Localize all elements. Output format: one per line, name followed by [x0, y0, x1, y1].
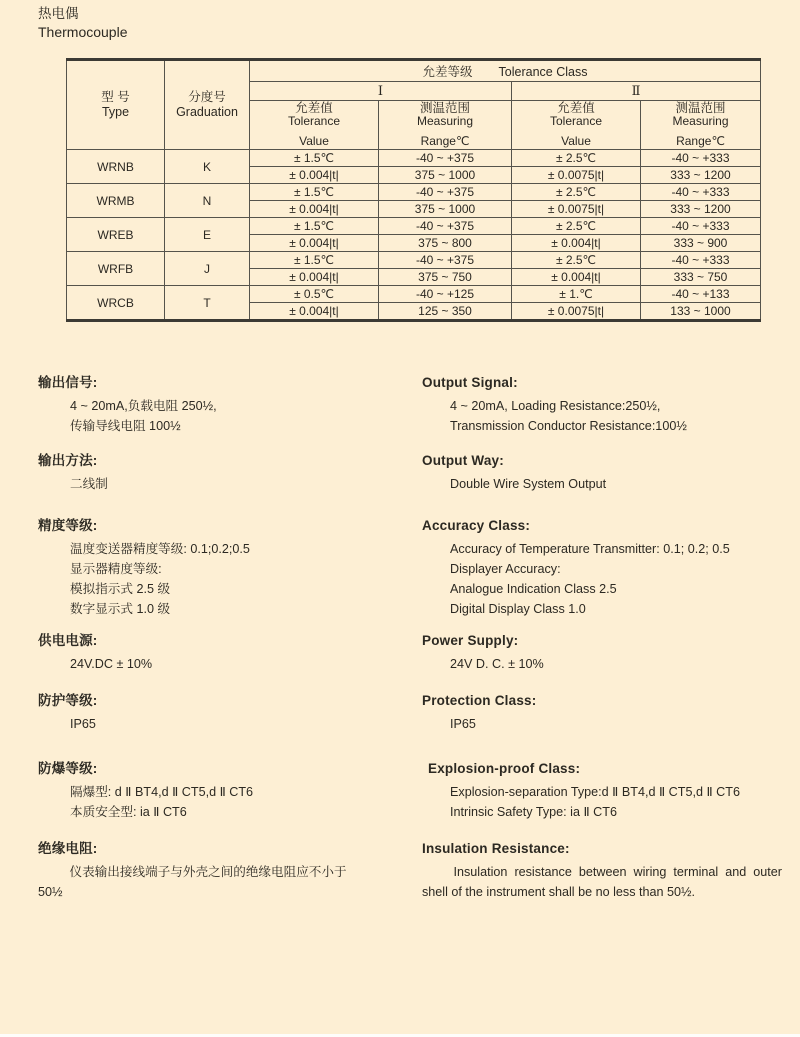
spec-line: 24V.DC ± 10%: [70, 657, 153, 671]
section-heading: 防护等级:: [38, 693, 98, 708]
spec-line: 本质安全型: ia Ⅱ CT6: [70, 805, 187, 819]
spec-line: 温度变送器精度等级: 0.1;0.2;0.5: [70, 542, 250, 556]
cell-value: -40 ~ +375: [379, 150, 512, 167]
spec-line: Transmission Conductor Resistance:100½: [450, 419, 687, 433]
cell-type: WREB: [67, 218, 165, 252]
tolerance-value-zh: 允差值: [557, 101, 595, 115]
cell-value: ± 1.5℃: [250, 150, 379, 167]
cell-value: 133 ~ 1000: [641, 303, 761, 321]
cell-value: -40 ~ +125: [379, 286, 512, 303]
tolerance-class-zh: 允差等级: [422, 65, 473, 79]
cell-value: ± 0.0075|t|: [512, 167, 641, 184]
table-row: [67, 252, 761, 269]
spec-line: 4 ~ 20mA, Loading Resistance:250½,: [450, 399, 661, 413]
cell-type: WRMB: [67, 184, 165, 218]
cell-value: ± 2.5℃: [512, 218, 641, 235]
section-heading: Accuracy Class:: [422, 518, 531, 533]
tolerance-class-en: Tolerance Class: [498, 65, 588, 79]
spec-line: 隔爆型: d Ⅱ BT4,d Ⅱ CT5,d Ⅱ CT6: [70, 785, 254, 799]
tolerance-value-en1: Tolerance: [287, 114, 341, 128]
section-explosion-proof-zh: [38, 760, 422, 822]
section-heading: 输出信号:: [38, 375, 98, 390]
spec-line: 显示器精度等级:: [70, 562, 162, 576]
spec-column-zh: [38, 322, 422, 902]
spec-paragraph: Insulation resistance between wiring terminal and outer shell of the instrument shall be no less than 50½.: [422, 865, 782, 899]
cell-type: WRCB: [67, 286, 165, 321]
cell-value: 333 ~ 750: [641, 269, 761, 286]
cell-value: -40 ~ +375: [379, 252, 512, 269]
cell-value: ± 1.5℃: [250, 218, 379, 235]
cell-type: WRNB: [67, 150, 165, 184]
cell-value: 375 ~ 1000: [379, 201, 512, 218]
header-cell-graduation: [165, 60, 250, 150]
section-heading: Power Supply:: [422, 633, 519, 648]
section-insulation-resistance-zh: [38, 840, 422, 902]
measuring-range-en1: Measuring: [672, 114, 729, 128]
measuring-range-en2: Range℃: [676, 134, 725, 148]
cell-value: 375 ~ 750: [379, 269, 512, 286]
page-title-block: [0, 0, 800, 41]
section-output-way-en: [422, 452, 794, 494]
cell-value: ± 2.5℃: [512, 252, 641, 269]
cell-graduation: T: [165, 286, 250, 321]
section-heading: Explosion-proof Class:: [428, 761, 581, 776]
header-graduation-zh: 分度号: [188, 90, 226, 104]
measuring-range-zh: 测温范围: [675, 101, 726, 115]
cell-value: ± 0.004|t|: [250, 269, 379, 286]
header-cell-class-1: Ⅰ: [250, 82, 512, 101]
cell-value: 333 ~ 1200: [641, 201, 761, 218]
cell-value: ± 2.5℃: [512, 184, 641, 201]
table-row: [67, 218, 761, 235]
page-title-zh: 热电偶: [38, 6, 79, 21]
measuring-range-en2: Range℃: [420, 134, 470, 148]
spec-line: IP65: [70, 717, 96, 731]
spec-line: 模拟指示式 2.5 级: [70, 582, 171, 596]
cell-value: ± 0.004|t|: [250, 201, 379, 218]
cell-value: ± 0.0075|t|: [512, 303, 641, 321]
cell-value: ± 0.5℃: [250, 286, 379, 303]
cell-graduation: J: [165, 252, 250, 286]
cell-value: -40 ~ +333: [641, 252, 761, 269]
section-heading: Protection Class:: [422, 693, 537, 708]
spec-line: Intrinsic Safety Type: ia Ⅱ CT6: [450, 805, 617, 819]
section-power-supply-en: [422, 632, 794, 674]
section-protection-class-zh: [38, 692, 422, 734]
section-explosion-proof-en: [422, 760, 794, 822]
spec-line: IP65: [450, 717, 476, 731]
measuring-range-zh: 测温范围: [419, 101, 470, 115]
spec-line: 仪表输出接线端子与外壳之间的绝缘电阻应不小于: [69, 865, 347, 879]
tolerance-value-en1: Tolerance: [549, 114, 603, 128]
measuring-range-en1: Measuring: [416, 114, 474, 128]
cell-graduation: N: [165, 184, 250, 218]
spec-columns: [0, 322, 800, 902]
spec-line: 50½: [38, 885, 63, 899]
spec-line: Digital Display Class 1.0: [450, 602, 586, 616]
cell-value: 375 ~ 1000: [379, 167, 512, 184]
header-cell-tolerance-value-2: [512, 101, 641, 150]
cell-value: ± 1.℃: [512, 286, 641, 303]
table-row: [67, 150, 761, 167]
cell-value: ± 0.004|t|: [250, 235, 379, 252]
cell-graduation: E: [165, 218, 250, 252]
spec-line: Accuracy of Temperature Transmitter: 0.1; 0.2; 0.5: [450, 542, 730, 556]
section-heading: 防爆等级:: [38, 761, 98, 776]
header-cell-type: [67, 60, 165, 150]
section-heading: 精度等级:: [38, 518, 98, 533]
section-insulation-resistance-en: [422, 840, 794, 902]
cell-graduation: K: [165, 150, 250, 184]
tolerance-table: [66, 58, 761, 322]
section-protection-class-en: [422, 692, 794, 734]
cell-type: WRFB: [67, 252, 165, 286]
cell-value: ± 0.0075|t|: [512, 201, 641, 218]
table-row: [67, 286, 761, 303]
section-output-signal-zh: [38, 374, 422, 436]
page-title-en: Thermocouple: [38, 24, 128, 40]
spec-line: Explosion-separation Type:d Ⅱ BT4,d Ⅱ CT5,d Ⅱ CT6: [450, 785, 740, 799]
section-power-supply-zh: [38, 632, 422, 674]
section-heading: Output Way:: [422, 453, 504, 468]
cell-value: ± 0.004|t|: [250, 303, 379, 321]
tolerance-value-en2: Value: [561, 134, 591, 148]
tolerance-value-en2: Value: [299, 134, 329, 148]
cell-value: -40 ~ +375: [379, 184, 512, 201]
cell-value: -40 ~ +333: [641, 150, 761, 167]
spec-line: 24V D. C. ± 10%: [450, 657, 544, 671]
cell-value: -40 ~ +333: [641, 218, 761, 235]
cell-value: ± 1.5℃: [250, 184, 379, 201]
header-cell-tolerance-class: [250, 60, 761, 82]
cell-value: ± 0.004|t|: [512, 269, 641, 286]
cell-value: 333 ~ 1200: [641, 167, 761, 184]
cell-value: -40 ~ +133: [641, 286, 761, 303]
spec-line: 二线制: [70, 477, 108, 491]
cell-value: -40 ~ +375: [379, 218, 512, 235]
header-type-en: Type: [101, 105, 130, 119]
spec-line: Displayer Accuracy:: [450, 562, 561, 576]
table-header-row-1: [67, 60, 761, 82]
spec-line: 4 ~ 20mA,负载电阻 250½,: [70, 399, 217, 413]
section-heading: Insulation Resistance:: [422, 841, 570, 856]
cell-value: ± 0.004|t|: [512, 235, 641, 252]
header-cell-class-2: Ⅱ: [512, 82, 761, 101]
cell-value: ± 2.5℃: [512, 150, 641, 167]
cell-value: ± 1.5℃: [250, 252, 379, 269]
section-output-signal-en: [422, 374, 794, 436]
section-accuracy-class-zh: [38, 517, 422, 619]
header-cell-measuring-range-2: [641, 101, 761, 150]
section-heading: 供电电源:: [38, 633, 98, 648]
section-accuracy-class-en: [422, 517, 794, 619]
spec-line: Double Wire System Output: [450, 477, 607, 491]
header-type-zh: 型 号: [101, 90, 130, 104]
spec-line: 数字显示式 1.0 级: [70, 602, 171, 616]
section-output-way-zh: [38, 452, 422, 494]
section-heading: Output Signal:: [422, 375, 518, 390]
section-heading: 绝缘电阻:: [38, 841, 98, 856]
spec-line: Analogue Indication Class 2.5: [450, 582, 617, 596]
spec-column-en: [422, 322, 800, 902]
cell-value: ± 0.004|t|: [250, 167, 379, 184]
header-cell-measuring-range-1: [379, 101, 512, 150]
tolerance-value-zh: 允差值: [295, 101, 333, 115]
header-graduation-en: Graduation: [176, 105, 238, 119]
cell-value: 125 ~ 350: [379, 303, 512, 321]
spec-line: 传输导线电阻 100½: [70, 419, 181, 433]
cell-value: 333 ~ 900: [641, 235, 761, 252]
table-row: [67, 184, 761, 201]
section-heading: 输出方法:: [38, 453, 98, 468]
header-cell-tolerance-value-1: [250, 101, 379, 150]
cell-value: 375 ~ 800: [379, 235, 512, 252]
cell-value: -40 ~ +333: [641, 184, 761, 201]
